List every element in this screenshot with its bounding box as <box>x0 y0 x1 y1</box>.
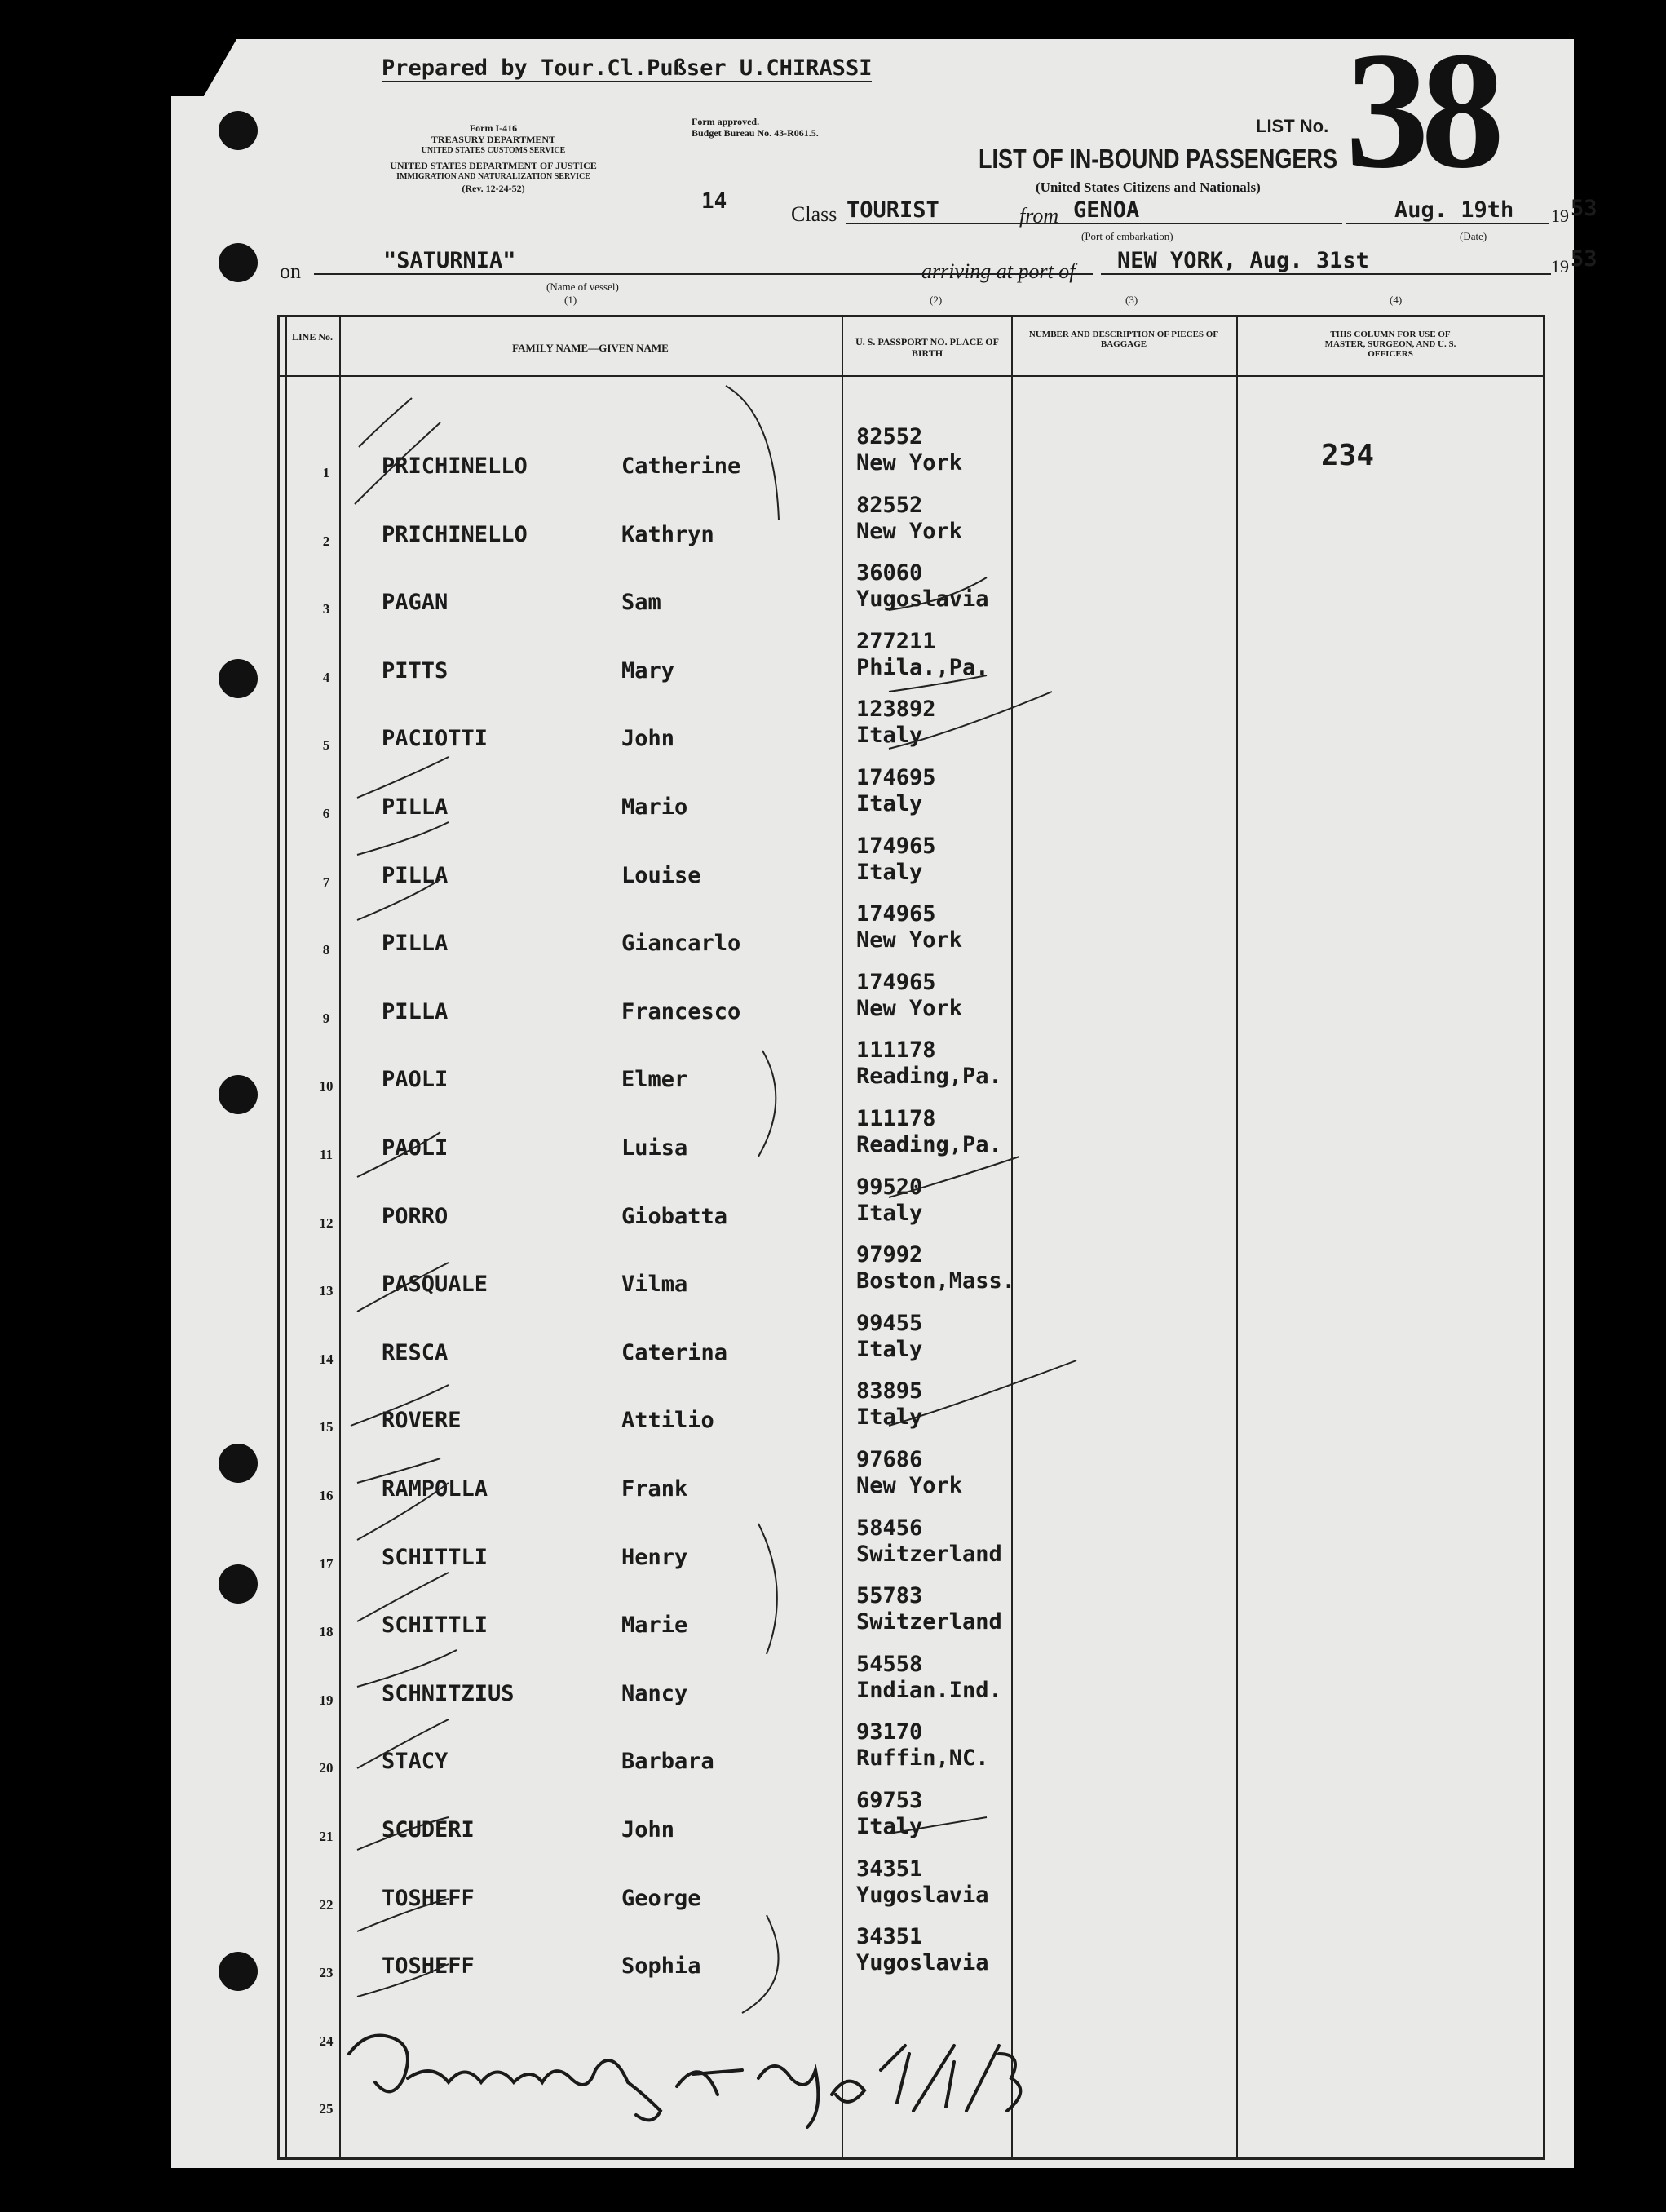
family-name: PILLA <box>382 998 449 1024</box>
table-row <box>171 2065 1574 2117</box>
given-name: Frank <box>621 1476 688 1502</box>
given-name: John <box>621 726 675 752</box>
given-name: Giancarlo <box>621 931 741 957</box>
given-name: Mario <box>621 794 688 820</box>
line-number: 14 <box>319 1351 334 1367</box>
place-of-birth: Yugoslavia <box>856 1882 989 1908</box>
form-number: Form I-416 <box>469 122 518 134</box>
family-name: RAMPOLLA <box>382 1476 488 1502</box>
on-label: on <box>280 259 301 283</box>
prepared-by-stamp: Prepared by Tour.Cl.Pußser U.CHIRASSI <box>382 55 873 81</box>
place-of-birth: Reading,Pa. <box>856 1064 1002 1090</box>
family-name: PILLA <box>382 862 449 888</box>
place-of-birth: Indian.Ind. <box>856 1677 1002 1703</box>
dept-ins: IMMIGRATION AND NATURALIZATION SERVICE <box>396 172 590 181</box>
passport-number: 111178 <box>856 1106 936 1131</box>
family-name: PILLA <box>382 931 449 957</box>
form-approved: Form approved. <box>692 116 760 127</box>
col2-number: (2) <box>930 294 943 306</box>
passport-number: 174965 <box>856 833 936 859</box>
given-name: Giobatta <box>621 1203 728 1229</box>
passport-number: 55783 <box>856 1583 923 1609</box>
table-row <box>171 492 1574 549</box>
family-name: PAOLI <box>382 1067 449 1093</box>
place-of-birth: Ruffin,NC. <box>856 1745 989 1772</box>
col-header-passport: U. S. PASSPORT NO. PLACE OF BIRTH <box>855 336 999 359</box>
given-name: Henry <box>621 1544 688 1570</box>
passport-number: 93170 <box>856 1719 923 1745</box>
passport-number: 174695 <box>856 765 936 790</box>
table-row <box>171 765 1574 821</box>
given-name: John <box>621 1817 675 1843</box>
line-number: 5 <box>322 737 330 754</box>
col3-number: (3) <box>1125 294 1138 306</box>
passport-number: 99520 <box>856 1174 923 1200</box>
approval-block <box>692 116 920 139</box>
passport-number: 174965 <box>856 901 936 927</box>
binder-hole <box>219 243 258 282</box>
class-label: Class <box>791 202 837 226</box>
line-number: 8 <box>322 942 330 958</box>
col-header-line-no: LINE No. <box>291 331 333 343</box>
manifest-page <box>171 18 1598 2168</box>
passport-number: 69753 <box>856 1788 923 1813</box>
passport-number: 97686 <box>856 1447 923 1472</box>
passport-number: 277211 <box>856 628 936 654</box>
table-row <box>171 1924 1574 1981</box>
table-row <box>171 1719 1574 1776</box>
given-name: Sam <box>621 590 661 616</box>
line-number: 21 <box>319 1829 334 1844</box>
binder-hole <box>219 111 258 150</box>
table-row <box>171 1242 1574 1299</box>
given-name: Attilio <box>621 1408 714 1434</box>
line-number: 11 <box>319 1147 334 1162</box>
vessel-caption: (Name of vessel) <box>546 281 619 293</box>
officer-note: 234 <box>1321 439 1375 472</box>
line-number: 3 <box>322 601 330 617</box>
line-number: 23 <box>319 1965 334 1981</box>
table-row <box>171 969 1574 1026</box>
family-name: TOSHEFF <box>382 1953 475 1980</box>
given-name: Catherine <box>621 453 741 479</box>
given-name: Vilma <box>621 1272 688 1298</box>
port-of-embarkation: GENOA <box>1073 197 1342 224</box>
line-number: 12 <box>319 1214 334 1231</box>
line-number: 24 <box>319 2033 334 2049</box>
family-name: PRICHINELLO <box>382 521 528 547</box>
line-number: 19 <box>319 1692 334 1708</box>
line-number: 17 <box>319 1555 334 1572</box>
table-row <box>171 833 1574 890</box>
place-of-birth: Yugoslavia <box>856 586 989 613</box>
manifest-title: LIST OF IN-BOUND PASSENGERS <box>979 144 1338 174</box>
passport-number: 54558 <box>856 1651 923 1677</box>
table-row <box>171 1447 1574 1503</box>
family-name: SCHITTLI <box>382 1613 488 1639</box>
line-number: 9 <box>322 1010 330 1026</box>
family-name: SCUDERI <box>382 1817 475 1843</box>
place-of-birth: New York <box>856 450 963 476</box>
given-name: Luisa <box>621 1135 688 1161</box>
table-row <box>171 1106 1574 1162</box>
table-row <box>171 697 1574 754</box>
table-row <box>171 1788 1574 1844</box>
arriving-label: arriving at port of <box>921 259 1076 283</box>
place-of-birth: New York <box>856 1473 963 1498</box>
table-row <box>171 1310 1574 1367</box>
place-of-birth: Italy <box>856 859 923 885</box>
page-count: 14 <box>701 189 727 214</box>
line-number: 20 <box>319 1760 334 1776</box>
table-row <box>171 1378 1574 1436</box>
table-row <box>171 628 1574 685</box>
given-name: Caterina <box>621 1339 728 1365</box>
table-row <box>171 1856 1574 1913</box>
table-row <box>171 1037 1574 1095</box>
dept-justice: UNITED STATES DEPARTMENT OF JUSTICE <box>390 160 597 171</box>
line-number: 10 <box>319 1078 334 1095</box>
port-embark-caption: (Port of embarkation) <box>1081 230 1173 242</box>
manifest-subtitle: (United States Citizens and Nationals) <box>1036 179 1261 195</box>
list-number: 38 <box>1346 18 1496 203</box>
family-name: SCHITTLI <box>382 1544 488 1570</box>
year-prefix-arrival: 19 <box>1551 256 1569 276</box>
place-of-birth: Italy <box>856 1814 923 1839</box>
port-of-arrival: NEW YORK, Aug. 31st <box>1101 248 1551 275</box>
family-name: PITTS <box>382 657 449 684</box>
place-of-birth: Switzerland <box>856 1541 1002 1567</box>
line-number: 16 <box>319 1488 334 1503</box>
family-name: SCHNITZIUS <box>382 1680 515 1706</box>
dept-customs: UNITED STATES CUSTOMS SERVICE <box>421 146 566 155</box>
place-of-birth: Italy <box>856 1336 923 1362</box>
passport-number: 97992 <box>856 1242 923 1268</box>
col4-number: (4) <box>1390 294 1403 306</box>
class-value: TOURIST <box>846 197 1173 224</box>
year-prefix-embark: 19 <box>1551 206 1569 226</box>
table-row <box>171 1997 1574 2049</box>
col-header-baggage: NUMBER AND DESCRIPTION OF PIECES OF BAGGAGE <box>1028 330 1219 349</box>
family-name: PAGAN <box>382 590 449 616</box>
col1-number: (1) <box>564 294 577 306</box>
place-of-birth: Italy <box>856 1405 923 1431</box>
passport-number: 174965 <box>856 969 936 995</box>
revision: (Rev. 12-24-52) <box>462 183 525 194</box>
family-name: PASQUALE <box>382 1272 488 1298</box>
passport-number: 99455 <box>856 1310 923 1336</box>
place-of-birth: New York <box>856 518 963 544</box>
place-of-birth: Italy <box>856 1200 923 1226</box>
header-rule <box>277 375 1545 377</box>
year-arrival: 53 <box>1571 246 1598 272</box>
passport-number: 34351 <box>856 1856 923 1882</box>
from-label: from <box>1019 204 1059 228</box>
table-row <box>171 1583 1574 1640</box>
agency-block <box>285 122 701 194</box>
family-name: PACIOTTI <box>382 726 488 752</box>
passport-number: 58456 <box>856 1515 923 1541</box>
given-name: Mary <box>621 657 675 684</box>
family-name: PILLA <box>382 794 449 820</box>
place-of-birth: Reading,Pa. <box>856 1132 1002 1157</box>
col-header-officers: THIS COLUMN FOR USE OF MASTER, SURGEON, AND U. S. OFFICERS <box>1324 330 1456 359</box>
col-header-name: FAMILY NAME—GIVEN NAME <box>512 342 669 354</box>
passport-number: 36060 <box>856 560 923 586</box>
family-name: TOSHEFF <box>382 1885 475 1911</box>
family-name: PORRO <box>382 1203 449 1229</box>
given-name: Marie <box>621 1613 688 1639</box>
place-of-birth: Boston,Mass. <box>856 1268 1016 1294</box>
budget-bureau: Budget Bureau No. 43-R061.5. <box>692 127 819 139</box>
passport-number: 82552 <box>856 492 923 518</box>
line-number: 1 <box>322 465 330 480</box>
family-name: STACY <box>382 1749 449 1775</box>
given-name: Nancy <box>621 1680 688 1706</box>
place-of-birth: New York <box>856 995 963 1021</box>
passport-number: 82552 <box>856 424 923 449</box>
given-name: Sophia <box>621 1953 701 1980</box>
family-name: RESCA <box>382 1339 449 1365</box>
family-name: ROVERE <box>382 1408 462 1434</box>
line-number: 25 <box>319 2101 334 2117</box>
line-number: 13 <box>319 1283 334 1299</box>
table-row <box>171 560 1574 617</box>
line-number: 4 <box>322 669 330 685</box>
given-name: Louise <box>621 862 701 888</box>
line-number: 18 <box>319 1624 334 1640</box>
list-no-label: LIST No. <box>1256 116 1329 136</box>
passport-number: 83895 <box>856 1378 923 1405</box>
given-name: Francesco <box>621 998 741 1024</box>
dept-treasury: TREASURY DEPARTMENT <box>431 134 556 145</box>
date-of-embarkation: Aug. 19th <box>1346 197 1549 224</box>
line-number: 6 <box>322 806 330 821</box>
table-row <box>171 1174 1574 1231</box>
place-of-birth: Switzerland <box>856 1609 1002 1635</box>
place-of-birth: Italy <box>856 791 923 816</box>
place-of-birth: Phila.,Pa. <box>856 654 989 680</box>
family-name: PAOLI <box>382 1135 449 1161</box>
date-caption: (Date) <box>1460 230 1487 242</box>
table-row <box>171 1515 1574 1572</box>
place-of-birth: New York <box>856 927 963 953</box>
place-of-birth: Italy <box>856 723 923 749</box>
family-name: PRICHINELLO <box>382 453 528 479</box>
table-row <box>171 424 1574 480</box>
line-number: 2 <box>322 533 330 549</box>
given-name: George <box>621 1885 701 1911</box>
year-embark: 53 <box>1571 196 1598 221</box>
given-name: Barbara <box>621 1749 714 1775</box>
table-row <box>171 901 1574 958</box>
place-of-birth: Yugoslavia <box>856 1950 989 1976</box>
passport-number: 123892 <box>856 697 936 723</box>
passport-number: 111178 <box>856 1037 936 1064</box>
given-name: Elmer <box>621 1067 688 1093</box>
table-row <box>171 1651 1574 1708</box>
vessel-name: "SATURNIA" <box>314 248 1093 275</box>
line-number: 22 <box>319 1896 334 1913</box>
passport-number: 34351 <box>856 1924 923 1950</box>
line-number: 15 <box>319 1419 334 1436</box>
line-number: 7 <box>322 874 330 890</box>
given-name: Kathryn <box>621 521 714 547</box>
